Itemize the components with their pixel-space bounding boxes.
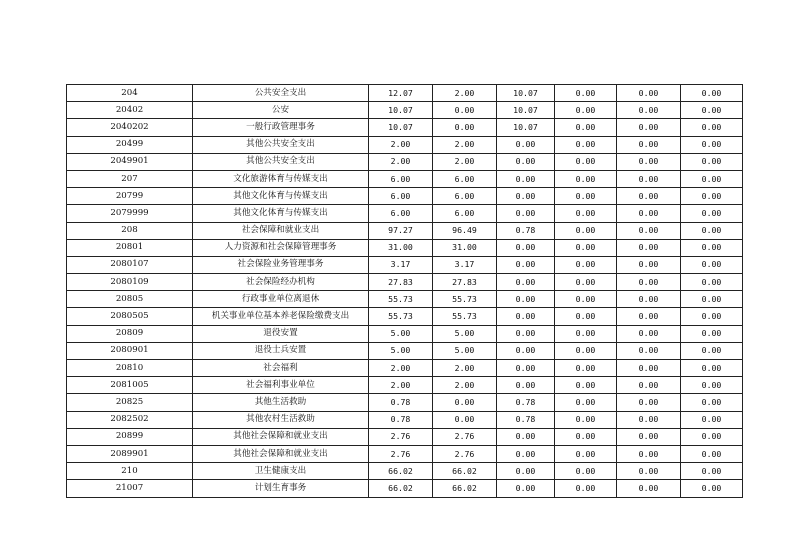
amount-cell: 97.27 bbox=[369, 222, 433, 239]
amount-cell: 0.00 bbox=[497, 153, 555, 170]
amount-cell: 0.00 bbox=[617, 291, 681, 308]
amount-cell: 0.00 bbox=[497, 136, 555, 153]
amount-cell: 0.00 bbox=[617, 119, 681, 136]
subject-name-cell: 公安 bbox=[193, 102, 369, 119]
amount-cell: 0.00 bbox=[433, 394, 497, 411]
amount-cell: 10.07 bbox=[369, 119, 433, 136]
amount-cell: 0.00 bbox=[681, 170, 743, 187]
amount-cell: 0.00 bbox=[681, 342, 743, 359]
amount-cell: 0.00 bbox=[681, 308, 743, 325]
amount-cell: 0.00 bbox=[617, 136, 681, 153]
table-row bbox=[67, 463, 743, 480]
amount-cell: 0.00 bbox=[617, 170, 681, 187]
amount-cell: 0.00 bbox=[497, 480, 555, 497]
amount-cell: 0.78 bbox=[497, 222, 555, 239]
amount-cell: 0.00 bbox=[617, 325, 681, 342]
amount-cell: 0.00 bbox=[681, 119, 743, 136]
amount-cell: 0.00 bbox=[555, 85, 617, 102]
amount-cell: 0.00 bbox=[555, 445, 617, 462]
subject-name-cell: 其他生活救助 bbox=[193, 394, 369, 411]
amount-cell: 0.00 bbox=[617, 153, 681, 170]
amount-cell: 0.00 bbox=[555, 377, 617, 394]
subject-name-cell: 一般行政管理事务 bbox=[193, 119, 369, 136]
table-row bbox=[67, 188, 743, 205]
amount-cell: 0.00 bbox=[681, 428, 743, 445]
subject-name-cell: 行政事业单位离退休 bbox=[193, 291, 369, 308]
amount-cell: 0.00 bbox=[555, 188, 617, 205]
amount-cell: 0.00 bbox=[681, 291, 743, 308]
subject-code-cell: 20825 bbox=[67, 394, 193, 411]
amount-cell: 6.00 bbox=[433, 188, 497, 205]
subject-code-cell: 20809 bbox=[67, 325, 193, 342]
subject-name-cell: 其他公共安全支出 bbox=[193, 136, 369, 153]
amount-cell: 2.00 bbox=[433, 377, 497, 394]
amount-cell: 0.78 bbox=[497, 411, 555, 428]
table-row bbox=[67, 153, 743, 170]
amount-cell: 6.00 bbox=[433, 170, 497, 187]
subject-name-cell: 社会福利 bbox=[193, 360, 369, 377]
subject-name-cell: 社会保障和就业支出 bbox=[193, 222, 369, 239]
amount-cell: 0.00 bbox=[433, 102, 497, 119]
amount-cell: 0.00 bbox=[617, 394, 681, 411]
table-row bbox=[67, 256, 743, 273]
subject-name-cell: 人力资源和社会保障管理事务 bbox=[193, 239, 369, 256]
amount-cell: 31.00 bbox=[369, 239, 433, 256]
table-row bbox=[67, 205, 743, 222]
subject-name-cell: 社会福利事业单位 bbox=[193, 377, 369, 394]
amount-cell: 0.00 bbox=[555, 102, 617, 119]
amount-cell: 0.00 bbox=[497, 188, 555, 205]
amount-cell: 10.07 bbox=[369, 102, 433, 119]
amount-cell: 0.00 bbox=[617, 308, 681, 325]
amount-cell: 0.00 bbox=[617, 411, 681, 428]
subject-name-cell: 其他农村生活救助 bbox=[193, 411, 369, 428]
amount-cell: 2.00 bbox=[433, 360, 497, 377]
subject-code-cell: 20805 bbox=[67, 291, 193, 308]
amount-cell: 0.00 bbox=[497, 445, 555, 462]
amount-cell: 0.00 bbox=[681, 411, 743, 428]
amount-cell: 0.00 bbox=[555, 428, 617, 445]
amount-cell: 10.07 bbox=[497, 119, 555, 136]
amount-cell: 2.00 bbox=[433, 136, 497, 153]
amount-cell: 0.00 bbox=[617, 360, 681, 377]
table-row bbox=[67, 308, 743, 325]
amount-cell: 0.00 bbox=[555, 394, 617, 411]
amount-cell: 66.02 bbox=[369, 480, 433, 497]
amount-cell: 0.00 bbox=[555, 119, 617, 136]
table-row bbox=[67, 274, 743, 291]
amount-cell: 0.00 bbox=[617, 188, 681, 205]
subject-code-cell: 2089901 bbox=[67, 445, 193, 462]
amount-cell: 0.78 bbox=[497, 394, 555, 411]
subject-name-cell: 卫生健康支出 bbox=[193, 463, 369, 480]
subject-name-cell: 退役安置 bbox=[193, 325, 369, 342]
table-body bbox=[67, 85, 743, 498]
subject-name-cell: 其他公共安全支出 bbox=[193, 153, 369, 170]
subject-name-cell: 其他社会保障和就业支出 bbox=[193, 428, 369, 445]
amount-cell: 0.00 bbox=[555, 222, 617, 239]
subject-code-cell: 20899 bbox=[67, 428, 193, 445]
amount-cell: 6.00 bbox=[433, 205, 497, 222]
subject-name-cell: 公共安全支出 bbox=[193, 85, 369, 102]
amount-cell: 2.00 bbox=[369, 377, 433, 394]
subject-code-cell: 2040202 bbox=[67, 119, 193, 136]
subject-name-cell: 社会保险业务管理事务 bbox=[193, 256, 369, 273]
amount-cell: 3.17 bbox=[433, 256, 497, 273]
amount-cell: 0.00 bbox=[497, 274, 555, 291]
amount-cell: 0.00 bbox=[555, 342, 617, 359]
amount-cell: 0.00 bbox=[681, 85, 743, 102]
amount-cell: 0.00 bbox=[681, 325, 743, 342]
subject-name-cell: 其他文化体育与传媒支出 bbox=[193, 188, 369, 205]
subject-code-cell: 20801 bbox=[67, 239, 193, 256]
amount-cell: 2.76 bbox=[369, 445, 433, 462]
subject-code-cell: 2080505 bbox=[67, 308, 193, 325]
subject-code-cell: 210 bbox=[67, 463, 193, 480]
amount-cell: 0.00 bbox=[681, 274, 743, 291]
amount-cell: 0.00 bbox=[555, 480, 617, 497]
amount-cell: 0.00 bbox=[555, 411, 617, 428]
amount-cell: 0.00 bbox=[433, 119, 497, 136]
table-row bbox=[67, 102, 743, 119]
amount-cell: 0.00 bbox=[497, 239, 555, 256]
subject-code-cell: 20402 bbox=[67, 102, 193, 119]
subject-code-cell: 2082502 bbox=[67, 411, 193, 428]
subject-code-cell: 2080109 bbox=[67, 274, 193, 291]
amount-cell: 0.00 bbox=[617, 342, 681, 359]
amount-cell: 0.00 bbox=[497, 360, 555, 377]
table-row bbox=[67, 394, 743, 411]
subject-name-cell: 计划生育事务 bbox=[193, 480, 369, 497]
amount-cell: 0.00 bbox=[497, 428, 555, 445]
table-row bbox=[67, 428, 743, 445]
table-row bbox=[67, 377, 743, 394]
amount-cell: 55.73 bbox=[369, 308, 433, 325]
subject-code-cell: 208 bbox=[67, 222, 193, 239]
amount-cell: 0.00 bbox=[681, 360, 743, 377]
amount-cell: 10.07 bbox=[497, 102, 555, 119]
amount-cell: 0.00 bbox=[433, 411, 497, 428]
amount-cell: 0.00 bbox=[497, 463, 555, 480]
table-row bbox=[67, 136, 743, 153]
amount-cell: 0.00 bbox=[681, 222, 743, 239]
amount-cell: 5.00 bbox=[433, 342, 497, 359]
subject-code-cell: 2079999 bbox=[67, 205, 193, 222]
amount-cell: 10.07 bbox=[497, 85, 555, 102]
amount-cell: 31.00 bbox=[433, 239, 497, 256]
subject-name-cell: 其他文化体育与传媒支出 bbox=[193, 205, 369, 222]
amount-cell: 0.00 bbox=[555, 170, 617, 187]
amount-cell: 0.00 bbox=[497, 256, 555, 273]
amount-cell: 2.00 bbox=[433, 85, 497, 102]
amount-cell: 0.00 bbox=[555, 360, 617, 377]
amount-cell: 0.00 bbox=[617, 85, 681, 102]
amount-cell: 0.00 bbox=[681, 463, 743, 480]
amount-cell: 2.00 bbox=[433, 153, 497, 170]
amount-cell: 3.17 bbox=[369, 256, 433, 273]
subject-code-cell: 2080901 bbox=[67, 342, 193, 359]
amount-cell: 55.73 bbox=[433, 291, 497, 308]
amount-cell: 0.00 bbox=[681, 239, 743, 256]
table-row bbox=[67, 119, 743, 136]
table-row bbox=[67, 239, 743, 256]
amount-cell: 0.00 bbox=[497, 170, 555, 187]
amount-cell: 0.00 bbox=[555, 205, 617, 222]
amount-cell: 2.76 bbox=[433, 428, 497, 445]
amount-cell: 0.00 bbox=[555, 274, 617, 291]
table-row bbox=[67, 222, 743, 239]
amount-cell: 0.00 bbox=[617, 205, 681, 222]
amount-cell: 0.00 bbox=[617, 256, 681, 273]
amount-cell: 0.00 bbox=[681, 102, 743, 119]
amount-cell: 0.78 bbox=[369, 411, 433, 428]
amount-cell: 27.83 bbox=[369, 274, 433, 291]
amount-cell: 2.76 bbox=[369, 428, 433, 445]
amount-cell: 0.00 bbox=[617, 377, 681, 394]
amount-cell: 0.00 bbox=[555, 463, 617, 480]
amount-cell: 0.00 bbox=[617, 463, 681, 480]
amount-cell: 0.00 bbox=[555, 239, 617, 256]
amount-cell: 0.00 bbox=[617, 480, 681, 497]
amount-cell: 96.49 bbox=[433, 222, 497, 239]
amount-cell: 0.00 bbox=[617, 102, 681, 119]
amount-cell: 0.00 bbox=[497, 342, 555, 359]
amount-cell: 0.00 bbox=[555, 291, 617, 308]
amount-cell: 66.02 bbox=[433, 480, 497, 497]
amount-cell: 0.00 bbox=[617, 239, 681, 256]
table-row bbox=[67, 480, 743, 497]
subject-name-cell: 退役士兵安置 bbox=[193, 342, 369, 359]
amount-cell: 0.00 bbox=[681, 445, 743, 462]
amount-cell: 0.00 bbox=[555, 256, 617, 273]
subject-name-cell: 其他社会保障和就业支出 bbox=[193, 445, 369, 462]
amount-cell: 0.00 bbox=[681, 394, 743, 411]
amount-cell: 0.00 bbox=[555, 308, 617, 325]
table-row bbox=[67, 325, 743, 342]
subject-code-cell: 2049901 bbox=[67, 153, 193, 170]
amount-cell: 5.00 bbox=[433, 325, 497, 342]
amount-cell: 0.00 bbox=[681, 480, 743, 497]
amount-cell: 0.00 bbox=[497, 377, 555, 394]
subject-code-cell: 20799 bbox=[67, 188, 193, 205]
amount-cell: 55.73 bbox=[369, 291, 433, 308]
amount-cell: 0.00 bbox=[681, 377, 743, 394]
subject-code-cell: 20499 bbox=[67, 136, 193, 153]
subject-code-cell: 207 bbox=[67, 170, 193, 187]
amount-cell: 66.02 bbox=[369, 463, 433, 480]
amount-cell: 0.00 bbox=[617, 445, 681, 462]
table-row bbox=[67, 291, 743, 308]
amount-cell: 2.00 bbox=[369, 360, 433, 377]
amount-cell: 6.00 bbox=[369, 205, 433, 222]
amount-cell: 12.07 bbox=[369, 85, 433, 102]
amount-cell: 5.00 bbox=[369, 325, 433, 342]
subject-name-cell: 文化旅游体育与传媒支出 bbox=[193, 170, 369, 187]
amount-cell: 5.00 bbox=[369, 342, 433, 359]
amount-cell: 55.73 bbox=[433, 308, 497, 325]
table-row bbox=[67, 411, 743, 428]
amount-cell: 0.00 bbox=[681, 188, 743, 205]
amount-cell: 0.00 bbox=[617, 274, 681, 291]
amount-cell: 27.83 bbox=[433, 274, 497, 291]
amount-cell: 0.78 bbox=[369, 394, 433, 411]
table-row bbox=[67, 170, 743, 187]
subject-code-cell: 2081005 bbox=[67, 377, 193, 394]
subject-name-cell: 社会保险经办机构 bbox=[193, 274, 369, 291]
amount-cell: 0.00 bbox=[555, 153, 617, 170]
amount-cell: 66.02 bbox=[433, 463, 497, 480]
amount-cell: 0.00 bbox=[497, 325, 555, 342]
amount-cell: 0.00 bbox=[555, 325, 617, 342]
subject-code-cell: 21007 bbox=[67, 480, 193, 497]
amount-cell: 2.00 bbox=[369, 136, 433, 153]
amount-cell: 0.00 bbox=[617, 428, 681, 445]
subject-code-cell: 2080107 bbox=[67, 256, 193, 273]
table-row bbox=[67, 445, 743, 462]
amount-cell: 2.00 bbox=[369, 153, 433, 170]
amount-cell: 0.00 bbox=[497, 308, 555, 325]
amount-cell: 2.76 bbox=[433, 445, 497, 462]
amount-cell: 6.00 bbox=[369, 170, 433, 187]
budget-table bbox=[66, 84, 743, 498]
amount-cell: 0.00 bbox=[681, 136, 743, 153]
subject-name-cell: 机关事业单位基本养老保险缴费支出 bbox=[193, 308, 369, 325]
amount-cell: 0.00 bbox=[497, 205, 555, 222]
amount-cell: 0.00 bbox=[617, 222, 681, 239]
amount-cell: 0.00 bbox=[555, 136, 617, 153]
amount-cell: 0.00 bbox=[681, 153, 743, 170]
table-row bbox=[67, 85, 743, 102]
table-row bbox=[67, 342, 743, 359]
amount-cell: 0.00 bbox=[681, 256, 743, 273]
amount-cell: 0.00 bbox=[497, 291, 555, 308]
amount-cell: 6.00 bbox=[369, 188, 433, 205]
subject-code-cell: 20810 bbox=[67, 360, 193, 377]
amount-cell: 0.00 bbox=[681, 205, 743, 222]
subject-code-cell: 204 bbox=[67, 85, 193, 102]
table-row bbox=[67, 360, 743, 377]
